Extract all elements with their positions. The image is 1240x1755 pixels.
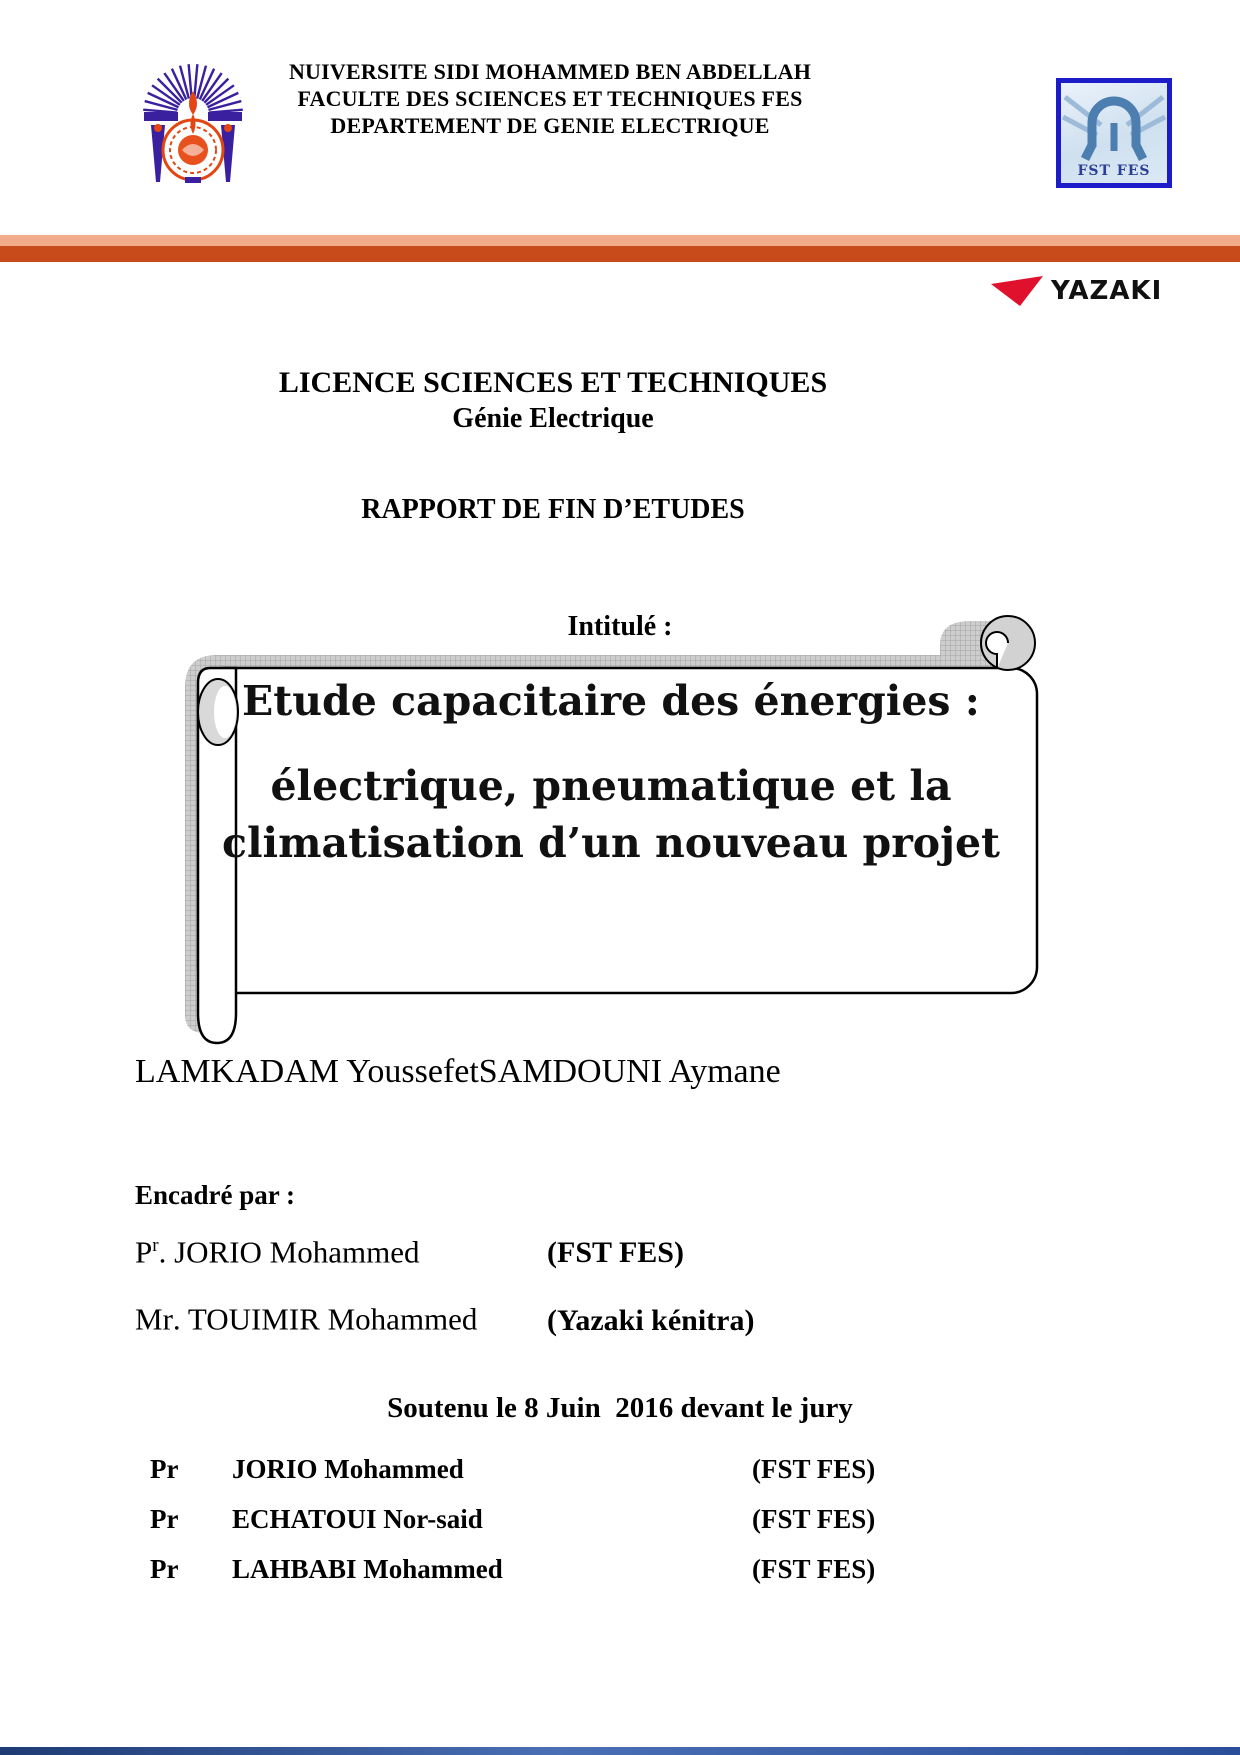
jury-member-title: Pr xyxy=(150,1504,179,1534)
jury-row xyxy=(150,1452,890,1486)
jury-member-affiliation: (FST FES) xyxy=(752,1504,876,1534)
university-name: NUIVERSITE SIDI MOHAMMED BEN ABDELLAH xyxy=(288,59,812,84)
supervisors-list xyxy=(135,1228,855,1363)
supervisor-affiliation: (Yazaki kénitra) xyxy=(547,1303,755,1337)
jury-member-name: ECHATOUI Nor-said xyxy=(232,1504,483,1534)
faculty-name: FACULTE DES SCIENCES ET TECHNIQUES FES xyxy=(297,86,803,111)
report-title xyxy=(206,676,1016,872)
divider-bar-light xyxy=(0,235,1240,246)
report-title-line3: climatisation d’un nouveau projet xyxy=(222,819,1000,867)
supervisor-name: $P^r$. JORIO Mohammed xyxy=(135,1234,420,1270)
yazaki-logo xyxy=(990,275,1162,307)
jury-list xyxy=(150,1452,890,1602)
jury-row xyxy=(150,1502,890,1536)
jury-member-title: Pr xyxy=(150,1554,179,1584)
fst-fes-logo-text: FST FES xyxy=(1077,163,1151,179)
supervisor-row xyxy=(135,1228,855,1271)
jury-member-title: Pr xyxy=(150,1454,179,1484)
jury-member-name: LAHBABI Mohammed xyxy=(232,1554,503,1584)
supervisor-row xyxy=(135,1295,855,1338)
program-title: LICENCE SCIENCES ET TECHNIQUES xyxy=(278,366,828,399)
supervision-heading: Encadré par : xyxy=(135,1180,295,1210)
jury-member-name: JORIO Mohammed xyxy=(232,1454,464,1484)
supervisor-name: Mr. TOUIMIR Mohammed xyxy=(135,1301,478,1337)
university-header xyxy=(230,58,870,139)
supervisor-affiliation: (FST FES) xyxy=(547,1236,684,1270)
department-name: DEPARTEMENT DE GENIE ELECTRIQUE xyxy=(330,113,770,138)
bottom-page-border xyxy=(0,1747,1240,1755)
title-label: Intitulé : xyxy=(567,611,673,642)
report-title-line1: Etude capacitaire des énergies : xyxy=(242,677,980,725)
yazaki-flag-icon xyxy=(990,275,1045,307)
jury-member-affiliation: (FST FES) xyxy=(752,1554,876,1584)
program-block xyxy=(243,366,863,435)
authors-line: LAMKADAM YoussefetSAMDOUNI Aymane xyxy=(135,1053,781,1090)
report-type: RAPPORT DE FIN D’ETUDES xyxy=(361,494,745,525)
program-specialty: Génie Electrique xyxy=(452,403,654,434)
divider-bar-dark xyxy=(0,246,1240,262)
report-title-line2: électrique, pneumatique et la xyxy=(270,762,952,810)
jury-member-affiliation: (FST FES) xyxy=(752,1454,876,1484)
yazaki-wordmark: YAZAKI xyxy=(1051,276,1163,306)
defense-date-line: Soutenu le 8 Juin 2016 devant le jury xyxy=(387,1392,853,1424)
jury-row xyxy=(150,1552,890,1586)
fst-fes-logo xyxy=(1056,78,1172,188)
